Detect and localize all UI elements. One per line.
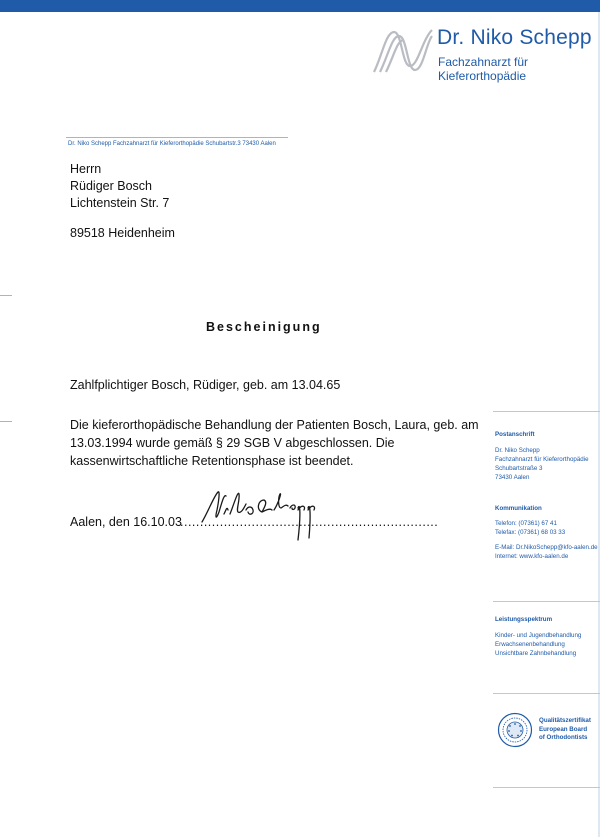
- fold-mark-middle: [0, 421, 12, 422]
- website-address: Internet: www.kfo-aalen.de: [495, 553, 569, 560]
- comm-heading: Kommunikation: [495, 505, 542, 512]
- certification-seal-icon: [497, 712, 533, 748]
- sidebar-rule-2: [493, 601, 600, 602]
- postal-line: 73430 Aalen: [495, 474, 530, 481]
- fax-number: Telefax: (07361) 68 03 33: [495, 529, 566, 536]
- body-line-2: 13.03.1994 wurde gemäß § 29 SGB V abgeschlossen. Die: [70, 436, 395, 450]
- body-line-3: kassenwirtschaftliche Retentionsphase ist beendet.: [70, 454, 354, 468]
- logo-wave-icon: [372, 26, 434, 74]
- signature-dotted-line: .................................................................: [180, 515, 439, 529]
- handwritten-signature: [198, 484, 328, 546]
- postal-heading: Postanschrift: [495, 431, 535, 438]
- postal-line: Dr. Niko Schepp: [495, 447, 540, 454]
- body-line-1: Die kieferorthopädische Behandlung der Patienten Bosch, Laura, geb. am: [70, 418, 479, 432]
- service-item: Erwachsenenbehandlung: [495, 641, 565, 648]
- recipient-city: 89518 Heidenheim: [70, 226, 175, 240]
- phone-number: Telefon: (07361) 67 41: [495, 520, 557, 527]
- subject-line: Zahlfplichtiger Bosch, Rüdiger, geb. am 13.04.65: [70, 378, 341, 392]
- certificate-line: Qualitätszertifikat: [539, 717, 591, 724]
- postal-line: Schubartstraße 3: [495, 465, 543, 472]
- place-date: Aalen, den 16.10.03: [70, 515, 182, 529]
- certificate-line: European Board: [539, 725, 588, 733]
- recipient-salutation: Herrn: [70, 162, 102, 176]
- document-title: Bescheinigung: [206, 320, 322, 334]
- services-heading: Leistungsspektrum: [495, 616, 553, 623]
- sidebar-rule-1: [493, 411, 600, 412]
- fold-mark-top: [0, 295, 12, 296]
- letterhead-name: Dr. Niko Schepp: [437, 26, 592, 49]
- top-brand-bar: [0, 0, 600, 12]
- sidebar-rule-3: [493, 693, 600, 694]
- service-item: Kinder- und Jugendbehandlung: [495, 632, 582, 639]
- postal-line: Fachzahnarzt für Kieferorthopädie: [495, 456, 589, 463]
- service-item: Unsichtbare Zahnbehandlung: [495, 650, 577, 657]
- recipient-name: Rüdiger Bosch: [70, 179, 152, 193]
- sender-rule: [66, 137, 288, 138]
- certificate-line: of Orthodontists: [539, 734, 588, 741]
- sidebar-rule-4: [493, 787, 600, 788]
- letterhead-subtitle: Fachzahnarzt für Kieferorthopädie: [438, 55, 529, 83]
- sender-return-line: Dr. Niko Schepp Fachzahnarzt für Kieferorthopädie Schubartstr.3 73430 Aalen: [68, 141, 276, 147]
- certificate-caption: [539, 717, 591, 743]
- email-address: E-Mail: Dr.NikoSchepp@kfo-aalen.de: [495, 544, 598, 551]
- recipient-street: Lichtenstein Str. 7: [70, 196, 170, 210]
